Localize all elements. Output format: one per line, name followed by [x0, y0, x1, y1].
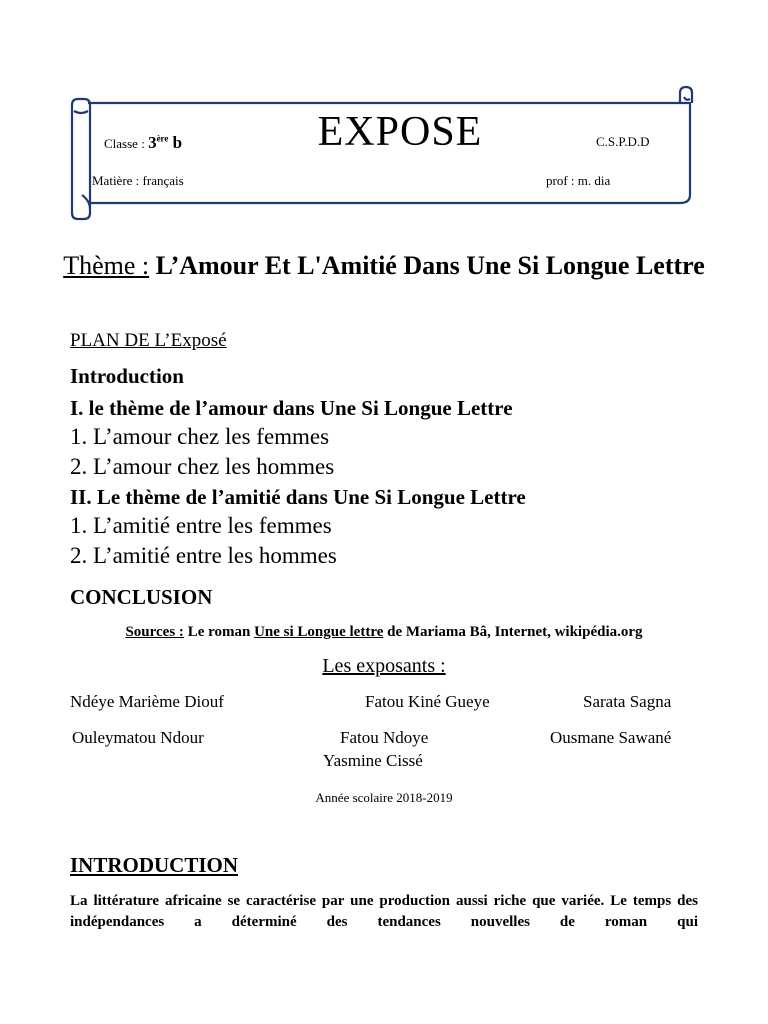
school-year: Année scolaire 2018-2019	[315, 790, 453, 805]
sources-post: de Mariama Bâ, Internet, wikipédia.org	[383, 624, 643, 640]
plan-item: Introduction	[70, 364, 184, 388]
class-label: Classe :	[104, 136, 145, 151]
sources-label: Sources :	[125, 624, 184, 640]
sources-pre: Le roman	[183, 624, 255, 640]
exposant-name: Yasmine Cissé	[323, 751, 423, 770]
plan-item: 1. L’amitié entre les femmes	[70, 513, 332, 538]
plan-item: 2. L’amour chez les hommes	[70, 454, 335, 479]
plan-item: I. le thème de l’amour dans Une Si Longue Lettre	[70, 396, 513, 420]
exposant-name: Sarata Sagna	[583, 692, 672, 711]
document-title: EXPOSE	[317, 109, 483, 155]
exposant-name: Fatou Kiné Gueye	[365, 692, 490, 711]
plan-item: 1. L’amour chez les femmes	[70, 424, 330, 449]
teacher: prof : m. dia	[546, 173, 611, 188]
theme-heading	[60, 247, 708, 284]
exposant-name: Ndéye Marième Diouf	[70, 692, 224, 711]
exposant-name: Ousmane Sawané	[550, 728, 672, 747]
class-superscript: ère	[156, 133, 169, 144]
plan-item: CONCLUSION	[70, 585, 213, 609]
introduction-heading: INTRODUCTION	[70, 853, 239, 877]
introduction-paragraph: La littérature africaine se caractérise par une production aussi riche que variée. Le temps des indépendances a déterminé des tendances nouvelles de roman qui	[70, 893, 698, 930]
class-number: 3ère b	[148, 133, 183, 152]
exposants-heading: Les exposants :	[322, 655, 446, 677]
sources-line	[0, 624, 768, 641]
theme-text: L’Amour Et L'Amitié Dans Une Si Longue Lettre	[149, 251, 705, 280]
exposant-name: Fatou Ndoye	[340, 728, 429, 747]
plan-item: 2. L’amitié entre les hommes	[70, 543, 337, 568]
plan-item: II. Le thème de l’amitié dans Une Si Longue Lettre	[70, 485, 526, 509]
subject: Matière : français	[92, 173, 184, 188]
theme-label: Thème :	[63, 251, 150, 280]
plan-heading: PLAN DE L’Exposé	[70, 330, 227, 351]
school-name: C.S.P.D.D	[596, 134, 650, 149]
sources-book: Une si Longue lettre	[254, 624, 384, 640]
exposant-name: Ouleymatou Ndour	[72, 728, 204, 747]
